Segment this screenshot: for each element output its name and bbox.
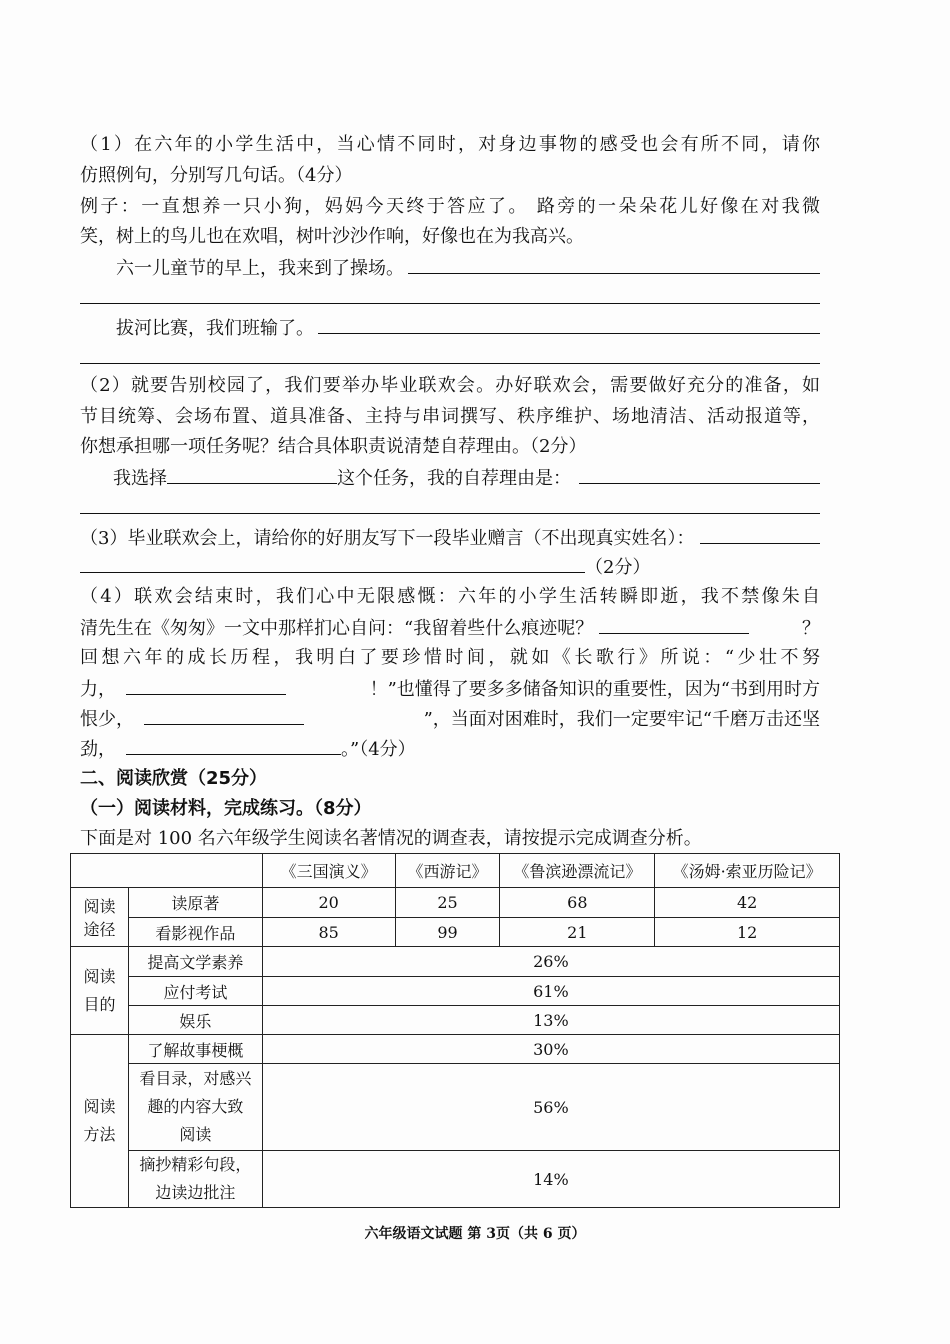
q4-line5 <box>80 706 820 733</box>
q1-line2: 仿照例句，分别写几句话。（4分） <box>80 165 353 186</box>
table-row <box>71 977 840 1006</box>
q3-row1 <box>80 525 820 552</box>
row-label: 读原著 <box>128 888 262 918</box>
q1-prompt2-row <box>116 315 820 342</box>
answer-blank[interactable] <box>80 554 585 573</box>
q4-line1: （4）联欢会结束时，我们心中无限感慨：六年的小学生活转瞬即逝，我不禁像朱自 <box>80 586 820 607</box>
category-purpose: 阅读 目的 <box>71 947 129 1035</box>
q2-choose-label: 我选择 <box>113 468 167 489</box>
q4-text: 劲， <box>80 739 116 760</box>
cell: 99 <box>395 918 500 947</box>
q4-line6 <box>80 736 820 763</box>
page-footer: 六年级语文试题 第 3页（共 6 页） <box>364 1226 586 1242</box>
q4-text: ！”也懂得了要多多储备知识的重要性，因为“书到用时方 <box>369 679 820 700</box>
table-row <box>71 888 840 918</box>
row-label: 应付考试 <box>128 977 262 1006</box>
q4-line3: 回想六年的成长历程，我明白了要珍惜时间，就如《长歌行》所说：“少壮不努 <box>80 647 820 668</box>
task-blank[interactable] <box>167 465 337 484</box>
section-title: 二、阅读欣赏（25分） <box>80 768 268 789</box>
q3-row2 <box>80 554 820 581</box>
row-label: 娱乐 <box>128 1006 262 1035</box>
table-row <box>71 1035 840 1064</box>
q2-task-label: 这个任务，我的自荐理由是： <box>337 468 571 489</box>
cell: 13% <box>262 1006 839 1035</box>
answer-blank[interactable] <box>126 736 341 755</box>
table-header-row <box>71 854 840 888</box>
cell: 12 <box>655 918 840 947</box>
row-label: 看影视作品 <box>128 918 262 947</box>
cell: 21 <box>500 918 655 947</box>
q4-text: 。”（4分） <box>341 739 416 760</box>
book-header: 《西游记》 <box>395 854 500 888</box>
table-intro: 下面是对 100 名六年级学生阅读名著情况的调查表，请按提示完成调查分析。 <box>80 828 702 849</box>
answer-line[interactable] <box>80 363 820 364</box>
q1-prompt1-row <box>116 255 820 282</box>
cell: 26% <box>262 947 839 977</box>
q2-choose-row <box>113 465 820 492</box>
cell: 30% <box>262 1035 839 1064</box>
category-method: 阅读 方法 <box>71 1035 129 1208</box>
subsection-title: （一）阅读材料，完成练习。（8分） <box>80 798 372 819</box>
answer-blank[interactable] <box>408 255 820 274</box>
answer-blank[interactable] <box>318 315 820 334</box>
cell: 25 <box>395 888 500 918</box>
q1-prompt2: 拔河比赛，我们班输了。 <box>116 318 314 339</box>
q2-line3: 你想承担哪一项任务呢？结合具体职责说清楚自荐理由。（2分） <box>80 436 587 457</box>
answer-line[interactable] <box>80 513 820 514</box>
row-label: 了解故事梗概 <box>128 1035 262 1064</box>
q4-text: 清先生在《匆匆》一文中那样扪心自问：“我留着些什么痕迹呢？ <box>80 618 594 639</box>
answer-blank[interactable] <box>126 676 286 695</box>
cell: 56% <box>262 1064 839 1151</box>
row-label: 摘抄精彩句段， 边读边批注 <box>128 1151 262 1208</box>
book-header: 《鲁滨逊漂流记》 <box>500 854 655 888</box>
cell: 20 <box>262 888 395 918</box>
q4-line2 <box>80 615 820 642</box>
q3-score: （2分） <box>585 557 651 578</box>
q2-line2: 节目统筹、会场布置、道具准备、主持与串词撰写、秩序维护、场地清洁、活动报道等， <box>80 406 820 427</box>
cell: 42 <box>655 888 840 918</box>
answer-line[interactable] <box>80 303 820 304</box>
answer-blank[interactable] <box>700 525 820 544</box>
cell: 61% <box>262 977 839 1006</box>
table-row <box>71 1064 840 1151</box>
cell: 14% <box>262 1151 839 1208</box>
row-label: 提高文学素养 <box>128 947 262 977</box>
q4-line4 <box>80 676 820 703</box>
table-row <box>71 1006 840 1035</box>
category-way: 阅读 途径 <box>71 888 129 947</box>
answer-blank[interactable] <box>144 706 304 725</box>
q1-example-line2: 笑，树上的鸟儿也在欢唱，树叶沙沙作响，好像也在为我高兴。 <box>80 226 584 247</box>
q4-text: 力， <box>80 679 116 700</box>
table-row <box>71 1151 840 1208</box>
q1-example-line1: 例子：一直想养一只小狗，妈妈今天终于答应了。 路旁的一朵朵花儿好像在对我微 <box>80 196 820 217</box>
answer-blank[interactable] <box>599 615 749 634</box>
q2-line1: （2）就要告别校园了，我们要举办毕业联欢会。办好联欢会，需要做好充分的准备，如 <box>80 375 820 396</box>
survey-table <box>70 853 840 1208</box>
q1-line1: （1）在六年的小学生活中，当心情不同时，对身边事物的感受也会有所不同，请你 <box>80 134 820 155</box>
table-row <box>71 918 840 947</box>
cell: 85 <box>262 918 395 947</box>
row-label: 看目录，对感兴 趣的内容大致 阅读 <box>128 1064 262 1151</box>
reason-blank[interactable] <box>579 465 820 484</box>
q4-text: ”，当面对困难时，我们一定要牢记“千磨万击还坚 <box>423 709 820 730</box>
q1-prompt1: 六一儿童节的早上，我来到了操场。 <box>116 258 404 279</box>
q4-text: 恨少， <box>80 709 134 730</box>
book-header: 《汤姆·索亚历险记》 <box>655 854 840 888</box>
table-row <box>71 947 840 977</box>
q4-text: ？ <box>802 618 820 639</box>
cell: 68 <box>500 888 655 918</box>
book-header: 《三国演义》 <box>262 854 395 888</box>
q3-text: （3）毕业联欢会上，请给你的好朋友写下一段毕业赠言（不出现真实姓名）： <box>80 528 695 549</box>
